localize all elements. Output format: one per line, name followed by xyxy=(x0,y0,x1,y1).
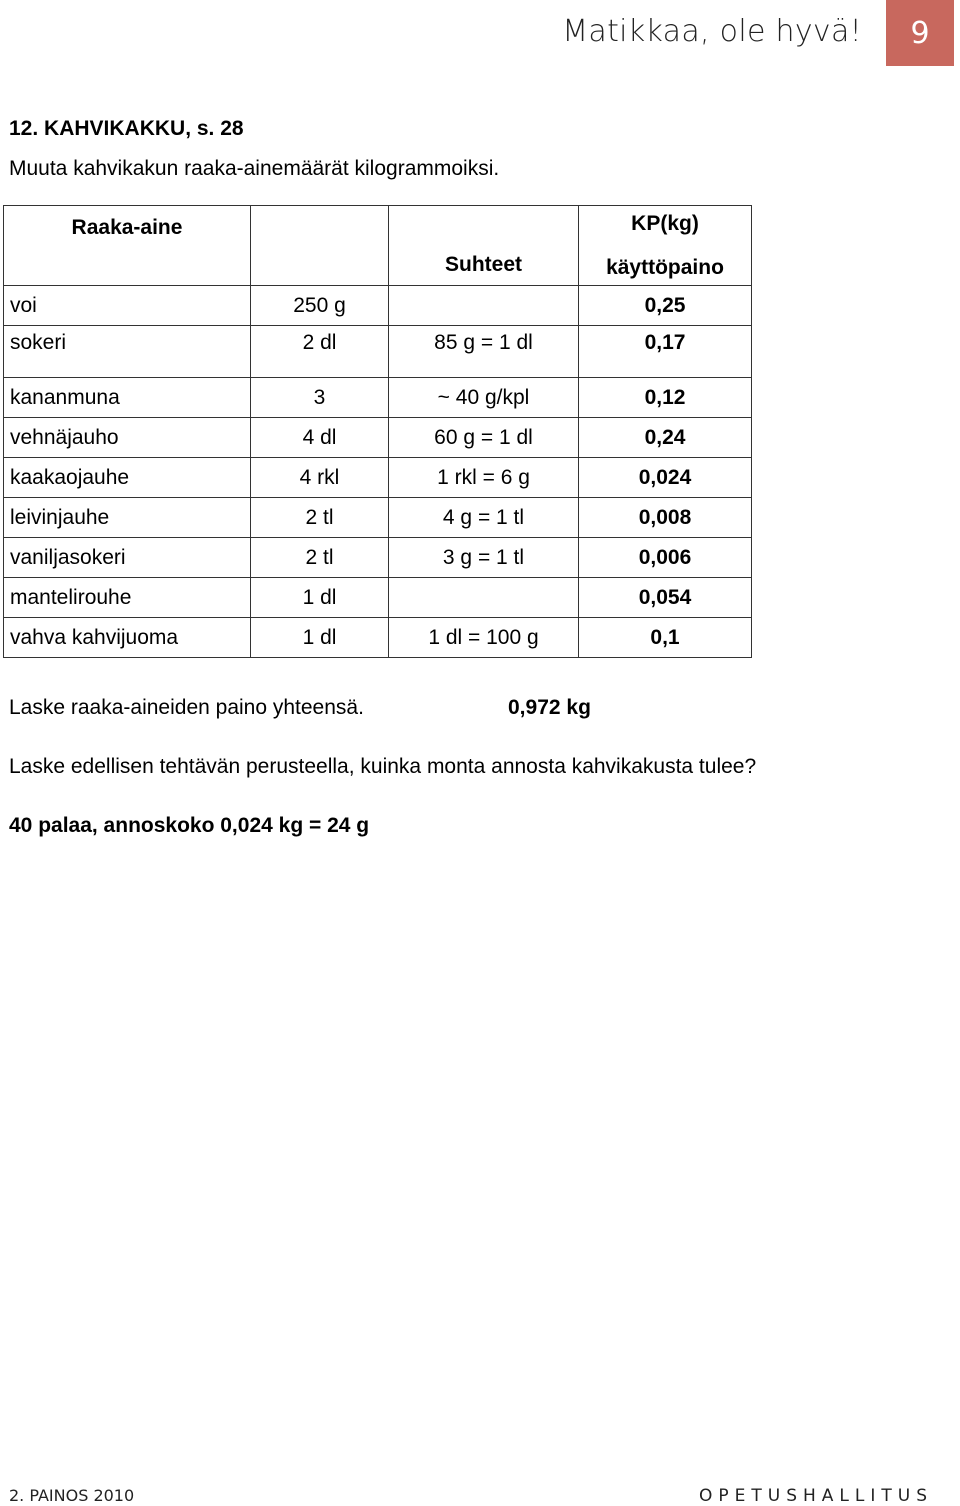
cell-kg: 0,054 xyxy=(579,578,752,618)
table-row xyxy=(4,498,752,538)
cell-ratio: ~ 40 g/kpl xyxy=(389,378,579,418)
task-title: 12. KAHVIKAKKU, s. 28 xyxy=(9,117,244,140)
page-header-title: Matikkaa, ole hyvä! xyxy=(562,14,862,49)
total-weight-answer: 0,972 kg xyxy=(508,696,591,719)
cell-ratio xyxy=(389,326,579,378)
cell-kg: 0,25 xyxy=(579,286,752,326)
cell-ingredient: leivinjauhe xyxy=(4,498,251,538)
cell-kg: 0,1 xyxy=(579,618,752,658)
page-number-badge: 9 xyxy=(886,0,954,66)
table-row xyxy=(4,418,752,458)
header-amount xyxy=(251,206,389,286)
cell-amount: 4 rkl xyxy=(251,458,389,498)
cell-amount: 2 tl xyxy=(251,538,389,578)
footer-edition: 2. PAINOS 2010 xyxy=(9,1486,135,1505)
header-kp-bottom: käyttöpaino xyxy=(606,255,724,279)
cell-kg: 0,24 xyxy=(579,418,752,458)
cell-amount xyxy=(251,326,389,378)
header-kp-top: KP(kg) xyxy=(631,211,699,235)
cell-kg: 0,024 xyxy=(579,458,752,498)
cell-ratio: 60 g = 1 dl xyxy=(389,418,579,458)
header-ingredient xyxy=(4,206,251,286)
cell-ingredient: kaakaojauhe xyxy=(4,458,251,498)
header-ratio-label: Suhteet xyxy=(444,252,522,276)
table-row xyxy=(4,578,752,618)
cell-ingredient: kananmuna xyxy=(4,378,251,418)
footer-publisher: OPETUSHALLITUS xyxy=(699,1486,933,1506)
servings-question: Laske edellisen tehtävän perusteella, kuinka monta annosta kahvikakusta tulee? xyxy=(9,755,757,778)
cell-amount: 2 tl xyxy=(251,498,389,538)
cell-ratio xyxy=(389,286,579,326)
cell-ingredient: vahva kahvijuoma xyxy=(4,618,251,658)
header-kp xyxy=(579,206,752,286)
cell-ingredient: vaniljasokeri xyxy=(4,538,251,578)
cell-amount: 250 g xyxy=(251,286,389,326)
table-row xyxy=(4,458,752,498)
cell-ratio: 1 dl = 100 g xyxy=(389,618,579,658)
cell-kg-text: 0,17 xyxy=(644,330,686,354)
task-instruction: Muuta kahvikakun raaka-ainemäärät kilogrammoiksi. xyxy=(9,157,500,180)
cell-amount-text: 2 dl xyxy=(302,330,337,354)
cell-amount: 3 xyxy=(251,378,389,418)
table-header-row xyxy=(4,206,752,286)
cell-ratio: 3 g = 1 tl xyxy=(389,538,579,578)
table-row xyxy=(4,326,752,378)
header-ratio xyxy=(389,206,579,286)
cell-amount: 1 dl xyxy=(251,618,389,658)
cell-kg: 0,006 xyxy=(579,538,752,578)
ingredient-table xyxy=(3,205,752,658)
cell-amount: 4 dl xyxy=(251,418,389,458)
cell-ingredient xyxy=(4,326,251,378)
cell-ingredient-text: sokeri xyxy=(10,330,67,354)
cell-kg: 0,12 xyxy=(579,378,752,418)
cell-kg: 0,008 xyxy=(579,498,752,538)
table-row xyxy=(4,378,752,418)
cell-ratio-text: 85 g = 1 dl xyxy=(434,330,533,354)
cell-kg xyxy=(579,326,752,378)
table-row xyxy=(4,538,752,578)
cell-ingredient: mantelirouhe xyxy=(4,578,251,618)
cell-ratio: 4 g = 1 tl xyxy=(389,498,579,538)
table-row xyxy=(4,618,752,658)
servings-answer: 40 palaa, annoskoko 0,024 kg = 24 g xyxy=(9,814,370,837)
cell-amount: 1 dl xyxy=(251,578,389,618)
cell-ratio: 1 rkl = 6 g xyxy=(389,458,579,498)
cell-ratio xyxy=(389,578,579,618)
header-ingredient-label: Raaka-aine xyxy=(71,215,183,239)
cell-ingredient: vehnäjauho xyxy=(4,418,251,458)
table-row xyxy=(4,286,752,326)
cell-ingredient: voi xyxy=(4,286,251,326)
total-weight-question: Laske raaka-aineiden paino yhteensä. xyxy=(9,696,364,719)
